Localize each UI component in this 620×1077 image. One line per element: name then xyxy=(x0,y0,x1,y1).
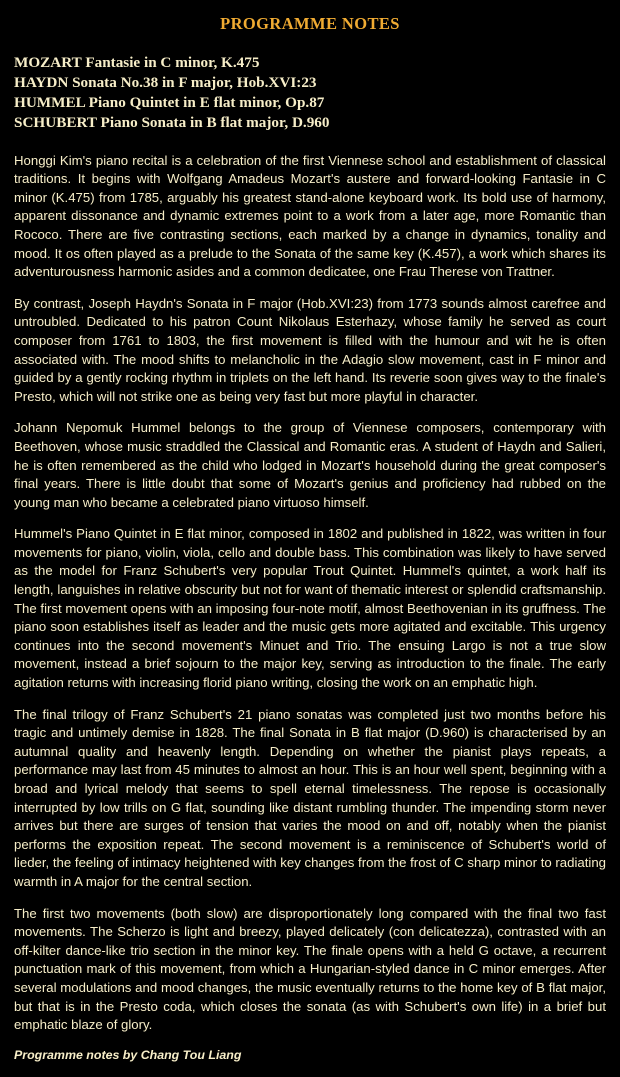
works-list xyxy=(14,34,606,134)
works-list-item: HUMMEL Piano Quintet in E flat minor, Op.87 xyxy=(14,94,325,112)
note-paragraph: Honggi Kim's piano recital is a celebration of the first Viennese school and establishment of classical traditions. It begins with Wolfgang Amadeus Mozart's austere and forward-looking Fantasie in C minor (K.475) from 1785, arguably his greatest stand-alone keyboard work. Its bold use of harmony, apparent dissonance and dynamic extremes point to a work from a later age, more Romantic than Rococo. There are five contrasting sections, each marked by a change in dynamics, tonality and mood. It os often played as a prelude to the Sonata of the same key (K.457), a work which shares its adventurousness harmonic asides and a common dedicatee, one Frau Therese von Trattner. xyxy=(14,152,606,280)
works-list-item: HAYDN Sonata No.38 in F major, Hob.XVI:23 xyxy=(14,74,317,91)
note-paragraph: By contrast, Joseph Haydn's Sonata in F major (Hob.XVI:23) from 1773 sounds almost carefree and untroubled. Dedicated to his patron Count Nikolaus Esterhazy, whose family he served as court composer from 1761 to 1803, the first movement is filled with the humour and wit he is often associated with. The mood shifts to melancholic in the Adagio slow movement, cast in F minor and guided by a gently rocking rhythm in triplets on the left hand. Its reverie soon gives way to the finale's Presto, which will not strike one as being very fast but more playful in character. xyxy=(14,295,606,404)
note-paragraph: Hummel's Piano Quintet in E flat minor, composed in 1802 and published in 1822, was written in four movements for piano, violin, viola, cello and double bass. This combination was likely to have served as the model for Franz Schubert's very popular Trout Quintet. Hummel's quintet, a work half its length, languishes in relative obscurity but not for want of thematic interest or splendid craftsmanship. The first movement opens with an imposing four-note motif, almost Beethovenian in its gruffness. The piano soon establishes itself as leader and the music gets more agitated and excitable. This urgency continues into the second movement's Minuet and Trio. The ensuing Largo is not a true slow movement, instead a brief sojourn to the major key, serving as introduction to the finale. The early agitation returns with increasing florid piano writing, closing the work on an emphatic high. xyxy=(14,526,606,691)
note-paragraph: The first two movements (both slow) are disproportionately long compared with the final two fast movements. The Scherzo is light and breezy, played delicately (con delicatezza), contrasted with an off-kilter dance-like trio section in the minor key. The finale opens with a held G octave, a recurrent punctuation mark of this movement, from which a Hungarian-styled dance in C minor emerges. After several modulations and mood changes, the music eventually returns to the home key of B flat major, but that is in the Presto coda, which closes the sonata (as with Schubert's own life) in a brief but emphatic blaze of glory. xyxy=(14,905,606,1033)
works-list-item: MOZART Fantasie in C minor, K.475 xyxy=(14,53,260,71)
note-paragraph: The final trilogy of Franz Schubert's 21 piano sonatas was completed just two months before his tragic and untimely demise in 1828. The final Sonata in B flat major (D.960) is characterised by an autumnal quality and heavenly length. Depending on whether the pianist plays repeats, a performance may last from 45 minutes to almost an hour. This is an hour well spent, beginning with a broad and lyrical melody that seems to spell eternal timelessness. The repose is occasionally interrupted by low trills on G flat, sounding like distant rumbling thunder. The impending storm never arrives but there are surges of tension that varies the mood on and off, notably when the pianist performs the exposition repeat. The second movement is a reminiscence of Schubert's world of lieder, the feeling of intimacy heightened with key changes from the frost of C sharp minor to radiating warmth in A major for the central section. xyxy=(14,706,606,889)
programme-notes-credit: Programme notes by Chang Tou Liang xyxy=(14,1047,242,1062)
programme-notes-body xyxy=(14,134,606,1035)
note-paragraph: Johann Nepomuk Hummel belongs to the group of Viennese composers, contemporary with Beethoven, whose music straddled the Classical and Romantic eras. A student of Haydn and Salieri, he is often remembered as the child who lodged in Mozart's household during the great composer's final years. There is little doubt that some of Mozart's genius and proficiency had rubbed on the young man who became a celebrated piano virtuoso himself. xyxy=(14,420,606,510)
page-title: PROGRAMME NOTES xyxy=(220,14,400,33)
works-list-item: SCHUBERT Piano Sonata in B flat major, D.960 xyxy=(14,114,330,132)
